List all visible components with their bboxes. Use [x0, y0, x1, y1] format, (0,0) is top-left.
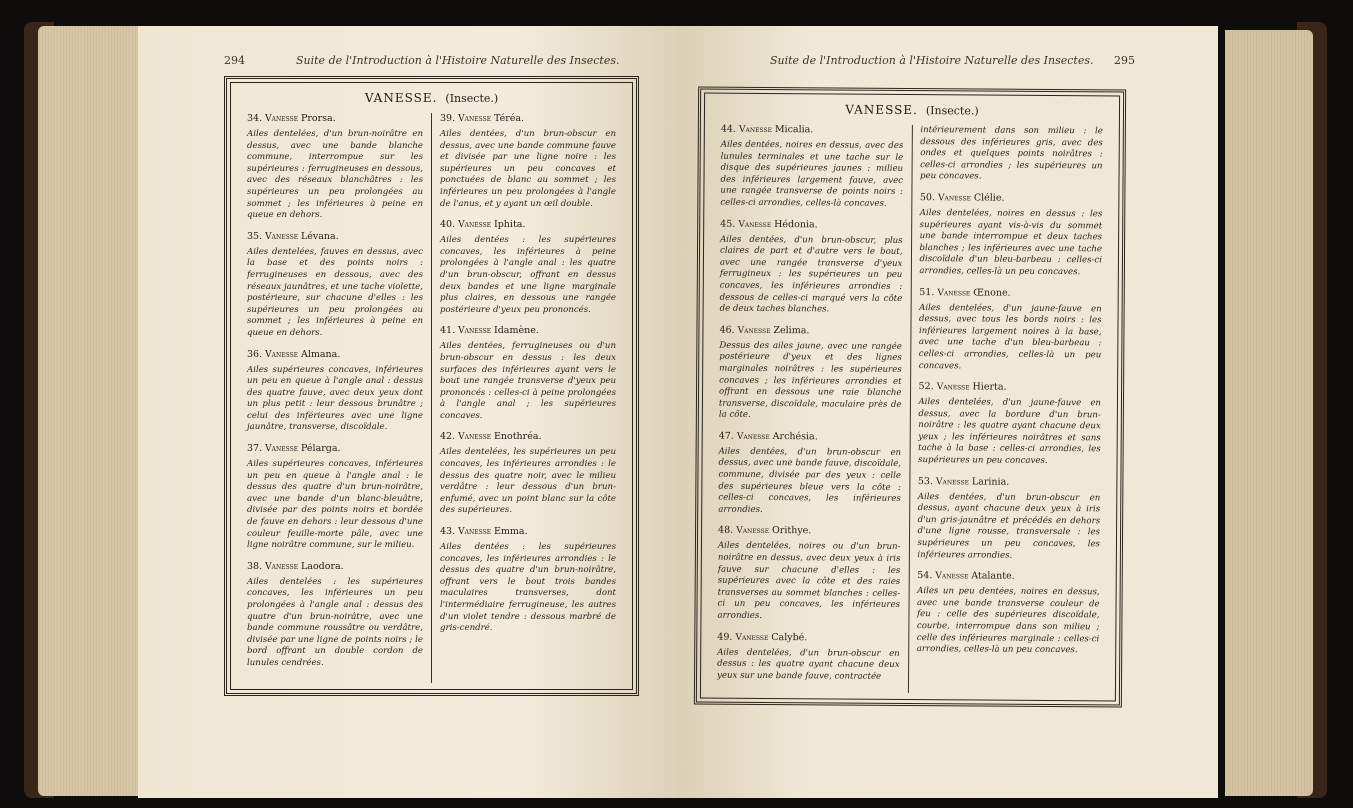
species-description: Ailes dentelées, les supérieures un peu concaves, les inférieures arrondies : le dessus des quatre noir, avec le milieu verdâtre : leur dessous d'un brun-enfumé, avec un point blanc sur la côte des supérieures.: [440, 447, 616, 516]
species-description: Ailes dentelées, noires ou d'un brun-noirâtre en dessus, avec deux yeux à iris fauve sur chacune d'elles : les supérieures avec la côte et des raies transverses au sommet blanches : celles-ci un peu concaves, les inférieures arrondies.: [717, 541, 901, 621]
species-heading: 38. Vanesse Laodora.: [247, 560, 344, 572]
species-entry: [247, 349, 423, 435]
right-page: [678, 26, 1218, 798]
species-heading: 41. Vanesse Idamène.: [440, 325, 539, 337]
species-description: Ailes dentées, ferrugineuses ou d'un brun-obscur en dessus : les deux surfaces des inférieures ayant vers le bout une rangée transverse d'yeux peu prononcés : celles-ci à peine prolongées à l'angle anal ; les supérieures concaves.: [440, 341, 616, 421]
species-heading: 43. Vanesse Emma.: [440, 526, 528, 538]
species-description: Ailes un peu dentées, noires en dessus, avec une bande transverse couleur de feu : celle des supérieures discoïdale, courbe, interrompue dans son milieu ; celle des inférieures marginale : celles-ci arrondies, celles-là un peu concaves.: [916, 586, 1100, 656]
species-heading: 52. Vanesse Hierta.: [918, 381, 1007, 393]
plate-title: VANESSE. (Insecte.): [364, 91, 499, 105]
species-entry: [720, 124, 903, 211]
species-entry: [920, 125, 1103, 184]
running-head: Suite de l'Introduction à l'Histoire Naturelle des Insectes.: [296, 54, 620, 67]
species-description: Dessus des ailes jaune, avec une rangée postérieure d'yeux et des lignes marginales noirâtres : les supérieures concaves ; les inférieures arrondies et offrant en dessous une raie blanche transverse, discoïdale, maculaire près de la côte.: [718, 340, 902, 421]
species-heading: 42. Vanesse Enothréa.: [440, 431, 542, 443]
species-entry: [247, 443, 423, 552]
species-entry: [440, 431, 616, 517]
species-entry: [717, 631, 900, 683]
species-entry: [247, 231, 423, 340]
species-entry: [919, 287, 1102, 374]
species-heading: 54. Vanesse Atalante.: [917, 570, 1015, 582]
running-head: Suite de l'Introduction à l'Histoire Naturelle des Insectes.: [770, 54, 1094, 67]
species-description: Ailes dentelées, noires en dessus : les supérieures ayant vis-à-vis du sommet une bande interrompue et deux taches blanches ; les inférieures avec une tache discoïdale d'un bleu-barbeau : celles-ci arrondies, celles-là un peu concaves.: [919, 208, 1103, 278]
text-column: [908, 125, 1110, 694]
page-number: 294: [224, 54, 245, 67]
species-heading: 40. Vanesse Iphita.: [440, 219, 526, 231]
species-description: Ailes dentées, d'un brun-obscur en dessus, ayant chacune deux yeux à iris d'un gris-jaunâtre et précédés en dehors d'une ligne rousse, transversale : les supérieures un peu concaves, les inférieures arrondies.: [917, 491, 1101, 561]
text-column: [432, 113, 624, 683]
species-entry: [717, 525, 900, 623]
species-entry: [719, 324, 902, 422]
species-heading: 36. Vanesse Almana.: [247, 348, 341, 360]
species-entry: [440, 219, 616, 316]
species-entry: [917, 476, 1100, 563]
open-book: [10, 12, 1343, 798]
species-entry: [247, 561, 423, 670]
page-edges-left: [38, 26, 148, 796]
page-edges-right: [1225, 30, 1313, 796]
species-entry: [440, 325, 616, 422]
species-entry: [247, 113, 423, 222]
species-description: Ailes dentées, noires en dessus, avec des lunules terminales et une tache sur le disque des supérieures jaunes : milieu des inférieures largement fauve, avec une rangée transverse de points noirs : celles-ci arrondies, celles-là concaves.: [720, 139, 904, 209]
species-entry: [440, 526, 616, 635]
plate-frame: [224, 76, 639, 696]
text-column: [709, 124, 912, 693]
species-description: Ailes dentelées, d'un brun-noirâtre en dessus, avec une bande blanche commune, interrompue sur les supérieures : ferrugineuses en dessous, avec des réseaux blanchâtres : les supérieures un peu prolongées au sommet ; les inférieures à peine en queue en dehors.: [247, 129, 423, 221]
species-heading: 46. Vanesse Zelima.: [719, 324, 810, 337]
species-description: intérieurement dans son milieu : le dessous des inférieures gris, avec des ondes et quelques points noirâtres : celles-ci arrondies ; les supérieures un peu concaves.: [920, 125, 1103, 182]
species-heading: 44. Vanesse Micalia.: [720, 123, 814, 136]
species-description: Ailes dentées, d'un brun-obscur en dessus, avec une bande fauve, discoïdale, commune, divisée par des yeux : celle des supérieures bleue vers la côte : celles-ci concaves, les inférieures arrondies.: [718, 446, 902, 515]
species-description: Ailes dentelées, d'un jaune-fauve en dessus, avec tous les bords noirs : les inférieures largement noires à la base, avec une tache d'un bleu-barbeau : celles-ci arrondies, celles-là un peu concaves.: [918, 302, 1102, 371]
species-description: Ailes dentelées : les supérieures concaves, les inférieures un peu prolongées à l'angle anal : dessus des quatre d'un brun-noirâtre, avec une bande commune roussâtre ou verdâtre, divisée par une ligne de points noirs ; le bord offrant un double cordon de lunules cendrées.: [247, 576, 423, 668]
species-description: Ailes dentelées, d'un jaune-fauve en dessus, avec la bordure d'un brun-noirâtre : les quatre ayant chacune deux yeux ; les inférieures noirâtres et sans tache à la base : celles-ci arrondies, les supérieures un peu concaves.: [918, 397, 1101, 467]
species-entry: [720, 218, 903, 316]
species-description: Ailes dentées : les supérieures concaves, les inférieures arrondies : le dessus des quatre d'un brun-noirâtre, offrant vers le bout trois bandes maculaires transverses, dont l'intermédiaire ferrugineuse, les autres d'un violet tendre : dessous marbré de gris-cendré.: [440, 542, 616, 634]
species-entry: [918, 381, 1101, 468]
species-heading: 39. Vanesse Téréa.: [440, 113, 525, 124]
species-entry: [917, 570, 1100, 657]
species-description: Ailes supérieures concaves, inférieures un peu en queue à l'angle anal : le dessus des quatre d'un brun-noirâtre, avec une bande d'un blanc-bleuâtre, divisée par des points noirs et bordée de fauve en dehors : leur dessous d'une couleur feuille-morte pâle, avec une ligne noirâtre commune, sur le milieu.: [247, 459, 423, 551]
species-heading: 34. Vanesse Prorsa.: [247, 113, 336, 124]
plate-title: VANESSE. (Insecte.): [845, 102, 979, 118]
plate-frame: [694, 87, 1126, 708]
species-heading: 45. Vanesse Hédonia.: [720, 218, 818, 230]
species-description: Ailes dentées : les supérieures concaves, les inférieures à peine prolongées à l'angle anal : les quatre d'un brun-obscur, offrant en dessus deux bandes et une ligne marginale plus claires, en dessous une rangée postérieure d'yeux peu prononcés.: [440, 235, 616, 315]
species-entry: [919, 192, 1102, 279]
species-heading: 47. Vanesse Archésia.: [718, 430, 818, 443]
species-description: Ailes dentelées, fauves en dessus, avec la base et des points noirs : ferrugineuses en dessous, avec des réseaux jaunâtres, et une tache violette, postérieure, sur chacune d'elles : les supérieures un peu prolongées au sommet ; les inférieures à peine en queue en dehors.: [247, 246, 423, 338]
species-entry: [718, 431, 901, 518]
species-heading: 51. Vanesse Œnone.: [919, 286, 1011, 299]
species-heading: 35. Vanesse Lévana.: [247, 230, 339, 242]
text-column: [239, 113, 432, 683]
species-description: Ailes supérieures concaves, inférieures un peu en queue à l'angle anal : dessus des quatre fauve, avec deux yeux dont un plus petit : leur dessous brunâtre ; celui des inférieures avec une ligne jaunâtre, transverse, discoïdale.: [247, 364, 423, 433]
left-page: [138, 26, 678, 798]
species-heading: 49. Vanesse Calybé.: [717, 631, 808, 643]
species-heading: 48. Vanesse Orithye.: [718, 525, 812, 537]
species-heading: 53. Vanesse Larinia.: [917, 475, 1010, 488]
species-description: Ailes dentées, d'un brun-obscur en dessus, avec une bande commune fauve et divisée par une ligne noire : les supérieures un peu concaves et ponctuées de blanc au sommet ; les inférieures un peu prolongées à l'angle de l'anus, et y ayant un œil double.: [440, 129, 616, 209]
page-number: 295: [1114, 54, 1135, 67]
species-heading: 37. Vanesse Pélarga.: [247, 443, 341, 455]
species-heading: 50. Vanesse Clélie.: [919, 192, 1005, 204]
species-description: Ailes dentées, d'un brun-obscur, plus claires de part et d'autre vers le bout, avec une rangée transverse d'yeux ferrugineux : les supérieures un peu concaves, les inférieures arrondies : dessous de celles-ci marqué vers la côte de deux taches blanches.: [719, 234, 903, 315]
species-description: Ailes dentelées, d'un brun-obscur en dessus : les quatre ayant chacune deux yeux sur une bande fauve, contractée: [717, 647, 900, 682]
species-entry: [440, 113, 616, 210]
